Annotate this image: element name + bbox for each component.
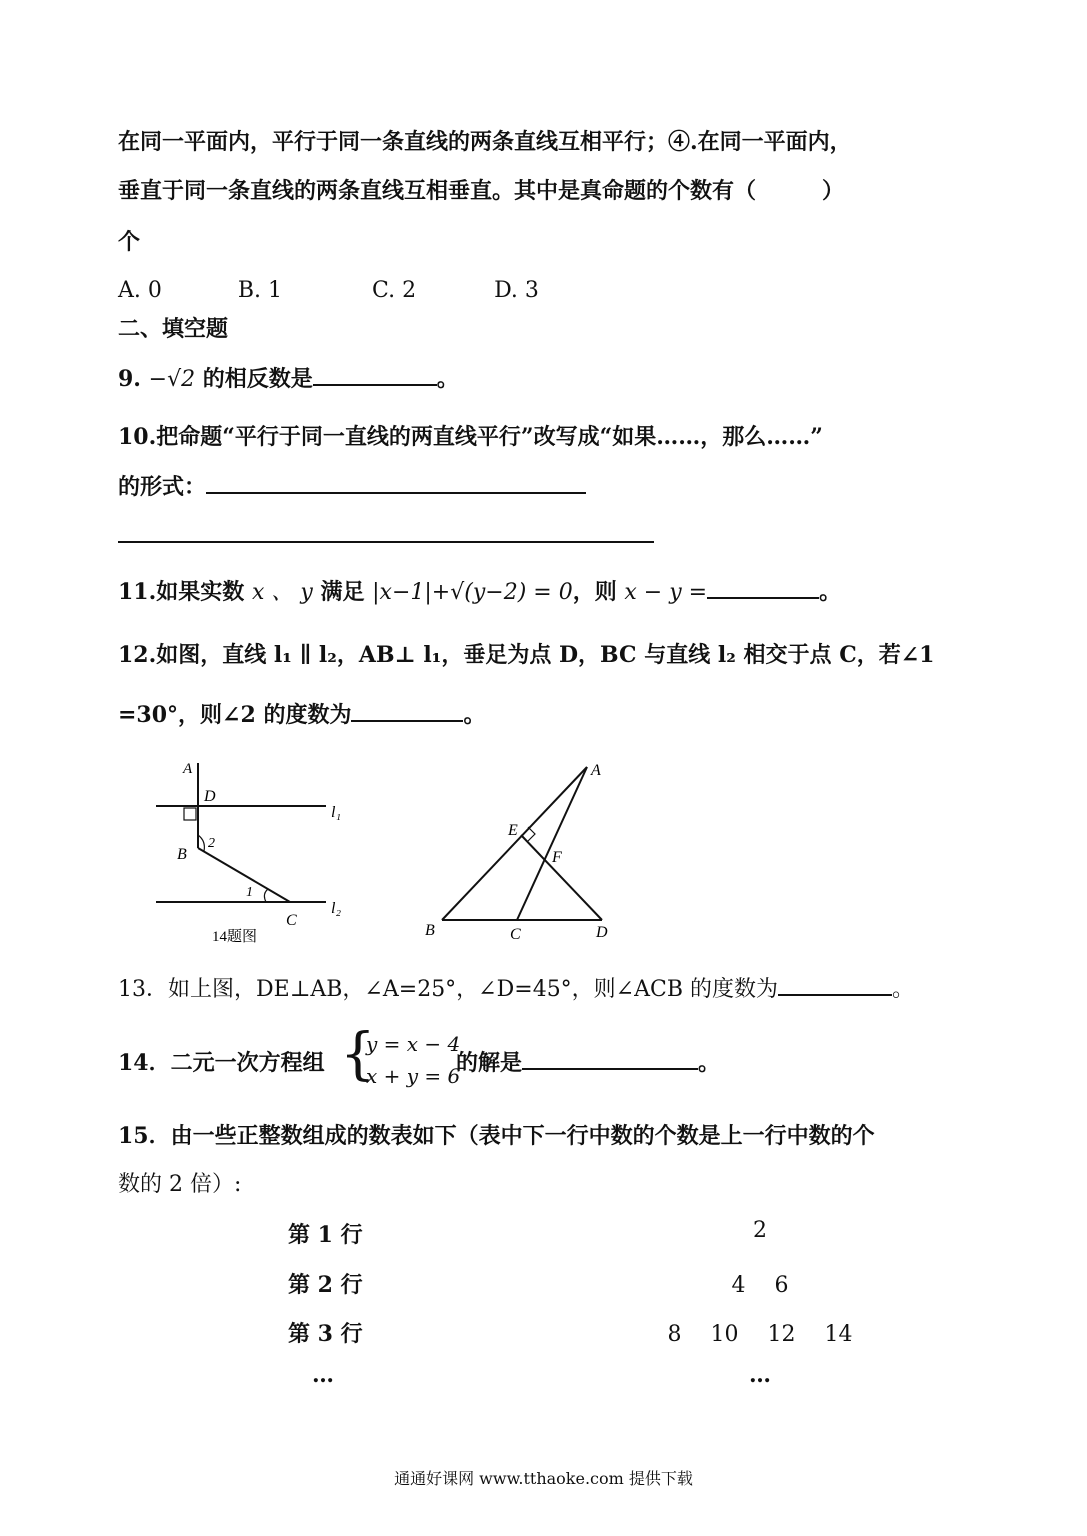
q14-brace: { xyxy=(340,1022,376,1087)
q14-prefix: 14．二元一次方程组 xyxy=(118,1050,325,1076)
fig1-label-l1: l₁ xyxy=(331,804,342,821)
q10-label: 的形式： xyxy=(118,474,207,500)
figure-triangle xyxy=(410,755,630,950)
q9-answer-blank xyxy=(313,364,437,386)
fig2-label-e: E xyxy=(508,822,518,839)
q8-line2: 垂直于同一条直线的两条直线互相垂直。其中是真命题的个数有（ ） xyxy=(118,178,845,204)
q14-eq1: y = x − 4 xyxy=(366,1032,461,1056)
q15-line2: 数的 2 倍）: xyxy=(118,1172,242,1197)
fig1-label-a: A xyxy=(183,761,193,777)
q11 xyxy=(118,577,841,608)
q15-row-values: 4 6 xyxy=(731,1273,789,1298)
fig2-label-b: B xyxy=(425,922,435,939)
q12-text: =30°，则∠2 的度数为 xyxy=(118,702,352,728)
q9 xyxy=(118,364,459,395)
option-a: A. 0 xyxy=(118,278,162,303)
q11-target: x − y = xyxy=(624,580,708,605)
fig2-label-c: C xyxy=(510,926,521,943)
q15-row-values: 8 10 12 14 xyxy=(667,1322,853,1347)
fig1-label-angle2: 2 xyxy=(208,836,215,851)
q11-vars: x 、 y xyxy=(251,580,313,605)
fig1-label-l2: l₂ xyxy=(331,900,342,917)
q11-answer-blank xyxy=(707,577,819,599)
q12-line2 xyxy=(118,700,485,730)
q13-text: 13．如上图，DE⊥AB，∠A=25°，∠D=45°，则∠ACB 的度数为 xyxy=(118,977,779,1002)
fig2-label-d: D xyxy=(596,924,608,941)
section-title: 二、填空题 xyxy=(118,316,229,342)
q12-line1: 12.如图，直线 l₁ ∥ l₂，AB⊥ l₁，垂足为点 D，BC 与直线 l₂ 相交于点 C，若∠1 xyxy=(118,642,935,668)
fig2-label-a: A xyxy=(591,762,601,779)
q15-line1: 15．由一些正整数组成的数表如下（表中下一行中数的个数是上一行中数的个 xyxy=(118,1123,875,1149)
q8-line1: 在同一平面内，平行于同一条直线的两条直线互相平行；④.在同一平面内， xyxy=(118,129,852,155)
q14-answer-blank xyxy=(522,1048,698,1070)
q12-answer-blank xyxy=(351,700,463,722)
q15-row-label: … xyxy=(312,1362,334,1388)
option-c: C. 2 xyxy=(372,278,417,303)
q9-end: 。 xyxy=(436,366,459,392)
q8-options xyxy=(118,276,539,306)
q14-end: 。 xyxy=(698,1050,721,1076)
q12-end: 。 xyxy=(463,702,486,728)
q9-num: 9. xyxy=(118,366,141,392)
fig1-label-c: C xyxy=(286,912,297,929)
q11-prefix: 11.如果实数 xyxy=(118,579,245,605)
q11-end: 。 xyxy=(819,579,842,605)
fig2-label-f: F xyxy=(552,849,562,866)
q15-row-label: 第 1 行 xyxy=(288,1222,363,1248)
fig1-label-b: B xyxy=(177,846,187,863)
q11-mid: 满足 xyxy=(320,579,365,605)
fig1-label-angle1: 1 xyxy=(246,885,253,900)
q9-text: 的相反数是 xyxy=(202,366,313,392)
q10-answer-blank-2 xyxy=(118,541,654,543)
option-d: D. 3 xyxy=(494,278,539,303)
option-b: B. 1 xyxy=(237,278,283,303)
fig1-caption: 14题图 xyxy=(212,929,258,945)
q14-eq2: x + y = 6 xyxy=(366,1064,461,1088)
q13-end: 。 xyxy=(892,977,915,1002)
q10-line2 xyxy=(118,472,586,502)
q9-expr: −√2 xyxy=(148,367,196,392)
q14-suffix-group xyxy=(456,1046,720,1077)
q15-row-values: … xyxy=(749,1362,771,1388)
q11-then: ，则 xyxy=(572,579,617,605)
q15-row-values: 2 xyxy=(753,1218,767,1243)
q11-equation: |x−1|+√(y−2) = 0 xyxy=(372,580,573,605)
page-footer: 通通好课网 www.tthaoke.com 提供下载 xyxy=(394,1469,693,1488)
q14-suffix: 的解是 xyxy=(456,1050,523,1076)
q10-line1: 10.把命题“平行于同一直线的两直线平行”改写成“如果……，那么……” xyxy=(118,424,823,450)
q10-answer-blank-1 xyxy=(206,472,586,494)
q8-line3: 个 xyxy=(118,229,141,255)
q13 xyxy=(118,974,914,1005)
figure-parallel-lines xyxy=(150,755,370,955)
fig1-label-d: D xyxy=(204,788,216,805)
q15-row-label: 第 2 行 xyxy=(288,1272,363,1298)
q13-answer-blank xyxy=(778,974,892,996)
q15-row-label: 第 3 行 xyxy=(288,1321,363,1347)
